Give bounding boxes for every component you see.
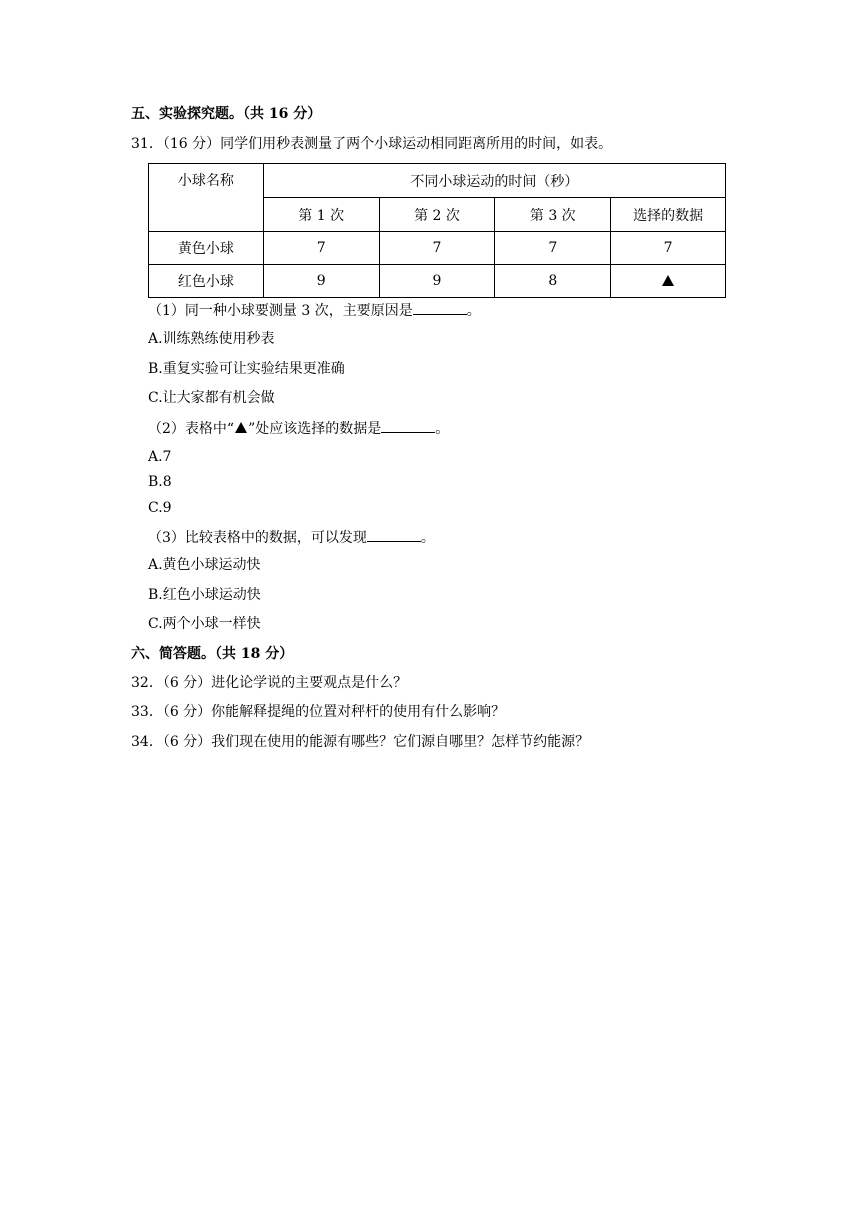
row-red-trial-2: 9: [379, 265, 495, 298]
answer-blank-1[interactable]: [413, 300, 467, 315]
row-red-trial-3: 8: [495, 265, 611, 298]
row-yellow-trial-2: 7: [379, 232, 495, 265]
subquestion-1-prompt: （1）同一种小球要测量 3 次，主要原因是: [148, 303, 413, 319]
option-1b[interactable]: B.重复实验可让实验结果更准确: [148, 361, 345, 377]
ball-timing-table: [148, 163, 726, 298]
row-red-trial-1: 9: [263, 265, 379, 298]
subquestion-2-prompt-b: ”处应该选择的数据是: [248, 421, 382, 437]
table-row: [149, 232, 726, 265]
option-3c[interactable]: C.两个小球一样快: [148, 616, 261, 632]
subquestion-3-prompt: （3）比较表格中的数据，可以发现: [148, 530, 367, 546]
subquestion-3-end: 。: [420, 530, 435, 546]
section-heading-short-answer: 六、简答题。（共 18 分）: [131, 646, 294, 662]
row-yellow-trial-1: 7: [263, 232, 379, 265]
triangle-icon: [662, 275, 674, 286]
question-34: 34．（6 分）我们现在使用的能源有哪些？它们源自哪里？怎样节约能源？: [131, 734, 590, 750]
subquestion-2-prompt-a: （2）表格中“: [148, 421, 235, 437]
option-3a[interactable]: A.黄色小球运动快: [148, 557, 261, 573]
row-yellow-name: 黄色小球: [149, 232, 264, 265]
row-yellow-trial-3: 7: [495, 232, 611, 265]
table-header-trial-1: 第 1 次: [263, 198, 379, 232]
table-header-trial-2: 第 2 次: [379, 198, 495, 232]
option-3b[interactable]: B.红色小球运动快: [148, 587, 261, 603]
subquestion-1: [148, 300, 481, 320]
table-row: [149, 265, 726, 298]
option-2c[interactable]: C.9: [148, 500, 172, 516]
row-red-selected: [611, 265, 726, 298]
table-header-time-group: 不同小球运动的时间（秒）: [263, 164, 725, 198]
triangle-icon: [235, 422, 247, 433]
section-heading-experiment: 五、实验探究题。（共 16 分）: [131, 106, 322, 122]
option-2a[interactable]: A.7: [148, 449, 172, 465]
subquestion-3: [148, 527, 435, 547]
table-header-trial-3: 第 3 次: [495, 198, 611, 232]
row-yellow-selected: 7: [611, 232, 726, 265]
row-red-name: 红色小球: [149, 265, 264, 298]
table-header-selected: 选择的数据: [611, 198, 726, 232]
option-1a[interactable]: A.训练熟练使用秒表: [148, 331, 275, 347]
subquestion-2-end: 。: [435, 421, 450, 437]
option-1c[interactable]: C.让大家都有机会做: [148, 390, 275, 406]
option-2b[interactable]: B.8: [148, 474, 172, 490]
question-32: 32．（6 分）进化论学说的主要观点是什么？: [131, 675, 408, 691]
subquestion-2: [148, 418, 449, 438]
answer-blank-2[interactable]: [381, 418, 435, 433]
question-31-stem: 31．（16 分）同学们用秒表测量了两个小球运动相同距离所用的时间，如表。: [131, 136, 613, 152]
subquestion-1-end: 。: [466, 303, 481, 319]
answer-blank-3[interactable]: [367, 527, 421, 542]
question-33: 33．（6 分）你能解释提绳的位置对秤杆的使用有什么影响？: [131, 704, 506, 720]
table-header-ball-name: 小球名称: [149, 164, 264, 232]
